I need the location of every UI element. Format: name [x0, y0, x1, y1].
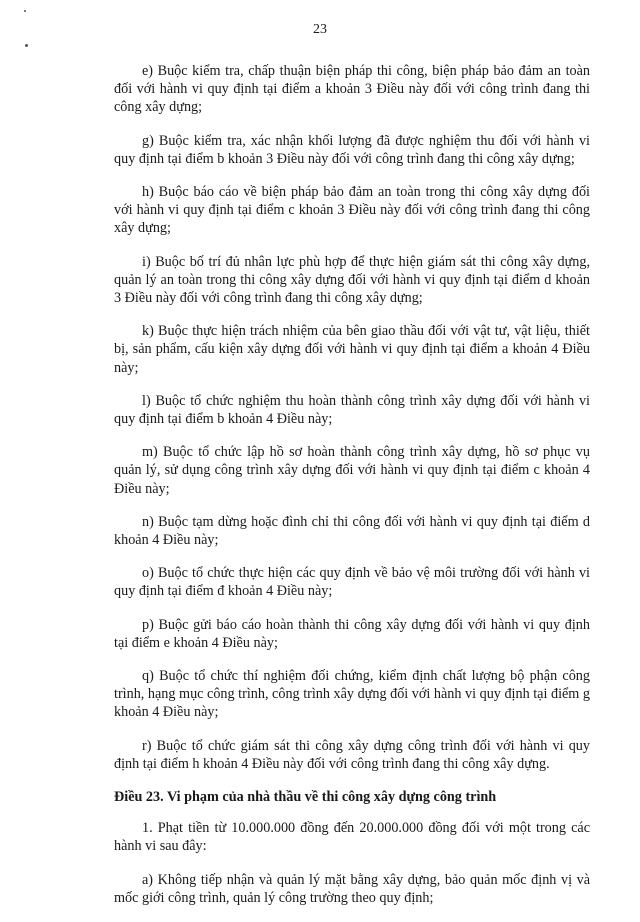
paragraph-o: o) Buộc tổ chức thực hiện các quy định về bảo vệ môi trường đối với hành vi quy định tại điểm đ khoản 4 Điều này; [114, 565, 590, 600]
page-number: 23 [313, 22, 327, 37]
paragraph-r: r) Buộc tổ chức giám sát thi công xây dựng công trình đối với hành vi quy định tại điểm h khoản 4 Điều này đối với công trình đang thi công xây dựng. [114, 737, 590, 772]
paragraph-q: q) Buộc tổ chức thí nghiệm đối chứng, kiểm định chất lượng bộ phận công trình, hạng mục công trình, công trình xây dựng đối với hành vi quy định tại điểm g khoản 4 Điều này; [114, 668, 590, 721]
paragraph-k: k) Buộc thực hiện trách nhiệm của bên giao thầu đối với vật tư, vật liệu, thiết bị, sản phẩm, cấu kiện xây dựng đối với hành vi quy định tại điểm a khoản 4 Điều này; [114, 323, 590, 376]
article-heading: Điều 23. Vi phạm của nhà thầu về thi công xây dựng công trình [114, 789, 497, 806]
paragraph-l: l) Buộc tổ chức nghiệm thu hoàn thành công trình xây dựng đối với hành vi quy định tại điểm b khoản 4 Điều này; [114, 392, 590, 428]
paragraph-e: e) Buộc kiểm tra, chấp thuận biện pháp thi công, biện pháp bảo đảm an toàn đối với hành vi quy định tại điểm a khoản 3 Điều này đối với công trình đang thi công xây dựng; [114, 63, 590, 116]
scan-speck [25, 44, 28, 47]
paragraph-n: n) Buộc tạm dừng hoặc đình chỉ thi công đối với hành vi quy định tại điểm d khoản 4 Điều này; [114, 513, 590, 549]
document-body [114, 62, 590, 922]
paragraph-p: p) Buộc gửi báo cáo hoàn thành thi công xây dựng đối với hành vi quy định tại điểm e khoản 4 Điều này; [114, 616, 590, 651]
scan-speck [24, 10, 26, 12]
clause-1-point-a: a) Không tiếp nhận và quản lý mặt bằng xây dựng, bảo quản mốc định vị và mốc giới công trình, quản lý công trường theo quy định; [114, 871, 590, 906]
paragraph-g: g) Buộc kiểm tra, xác nhận khối lượng đã được nghiệm thu đối với hành vi quy định tại điểm b khoản 3 Điều này đối với công trình đang thi công xây dựng; [114, 132, 590, 167]
paragraph-h: h) Buộc báo cáo về biện pháp bảo đảm an toàn trong thi công xây dựng đối với hành vi quy định tại điểm c khoản 3 Điều này đối với công trình đang thi công xây dựng; [114, 184, 590, 237]
clause-1: 1. Phạt tiền từ 10.000.000 đồng đến 20.000.000 đồng đối với một trong các hành vi sau đây: [114, 820, 590, 855]
paragraph-i: i) Buộc bố trí đủ nhân lực phù hợp để thực hiện giám sát thi công xây dựng, quản lý an toàn trong thi công xây dựng đối với hành vi quy định tại điểm d khoản 3 Điều này đối với công trình đang thi công xây dựng; [114, 253, 590, 307]
paragraph-m: m) Buộc tổ chức lập hồ sơ hoàn thành công trình xây dựng, hồ sơ phục vụ quản lý, sử dụng công trình xây dựng đối với hành vi quy định tại điểm c khoản 4 Điều này; [114, 444, 590, 497]
